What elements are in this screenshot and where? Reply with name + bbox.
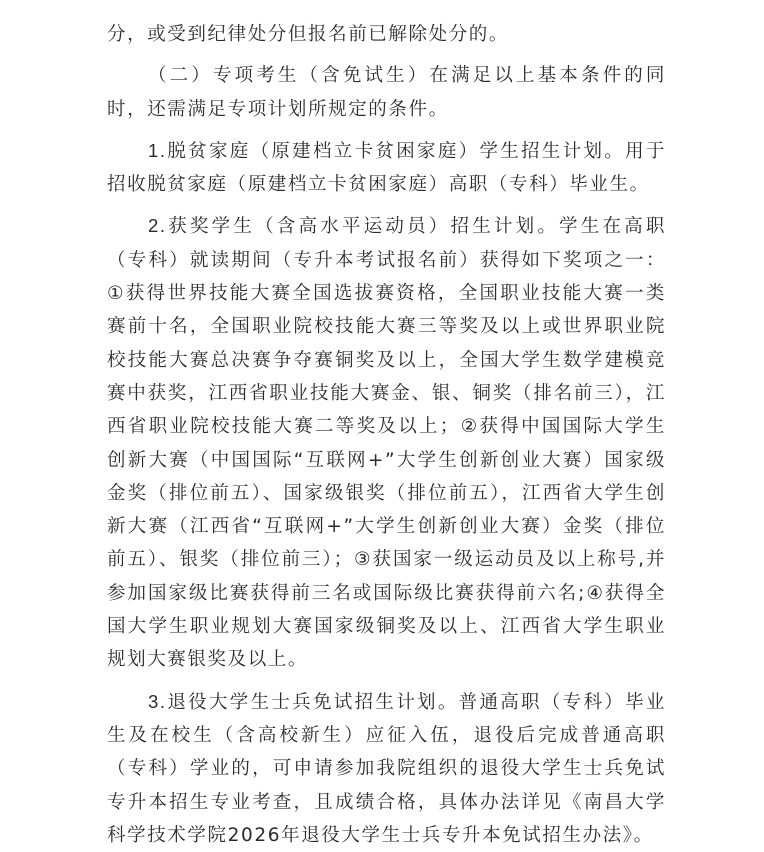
item-number: 3. <box>148 690 167 712</box>
paragraph-continuation: 分，或受到纪律处分但报名前已解除处分的。 <box>107 24 510 45</box>
paragraph-item-1 <box>107 134 666 202</box>
paragraph-item-3 <box>107 685 666 852</box>
paragraph-special-candidates: （二）专项考生（含免试生）在满足以上基本条件的同时，还需满足专项计划所规定的条件。 <box>107 65 666 120</box>
item-text: 获奖学生（含高水平运动员）招生计划。学生在高职（专科）就读期间（专升本考试报名前）获得如下奖项之一：①获得世界技能大赛全国选拔赛资格，全国职业技能大赛一类赛前十名，全国职业院校技能大赛三等奖及以上或世界职业院校技能大赛总决赛争夺赛铜奖及以上，全国大学生数学建模竞赛中获奖，江西省职业技能大赛金、银、铜奖（排名前三），江西省职业院校技能大赛二等奖及以上；②获得中国国际大学生创新大赛（中国国际“互联网+”大学生创新创业大赛）国家级金奖（排位前五）、国家级银奖（排位前五），江西省大学生创新大赛（江西省“互联网+”大学生创新创业大赛）金奖（排位前五）、银奖（排位前三）；③获国家一级运动员及以上称号,并参加国家级比赛获得前三名或国际级比赛获得前六名;④获得全国大学生职业规划大赛国家级铜奖及以上、江西省大学生职业规划大赛银奖及以上。 <box>107 216 666 671</box>
item-number: 2. <box>148 215 167 237</box>
item-text: 脱贫家庭（原建档立卡贫困家庭）学生招生计划。用于招收脱贫家庭（原建档立卡贫困家庭）高职（专科）毕业生。 <box>107 140 666 196</box>
item-text: 退役大学生士兵免试招生计划。普通高职（专科）毕业生及在校生（含高校新生）应征入伍，退役后完成普通高职（专科）学业的，可申请参加我院组织的退役大学生士兵免试专升本招生专业考查，且成绩合格，具体办法详见《南昌大学科学技术学院2026年退役大学生士兵专升本免试招生办法》。 <box>107 691 666 846</box>
item-number: 1. <box>148 139 167 161</box>
paragraph-item-2 <box>107 209 666 676</box>
